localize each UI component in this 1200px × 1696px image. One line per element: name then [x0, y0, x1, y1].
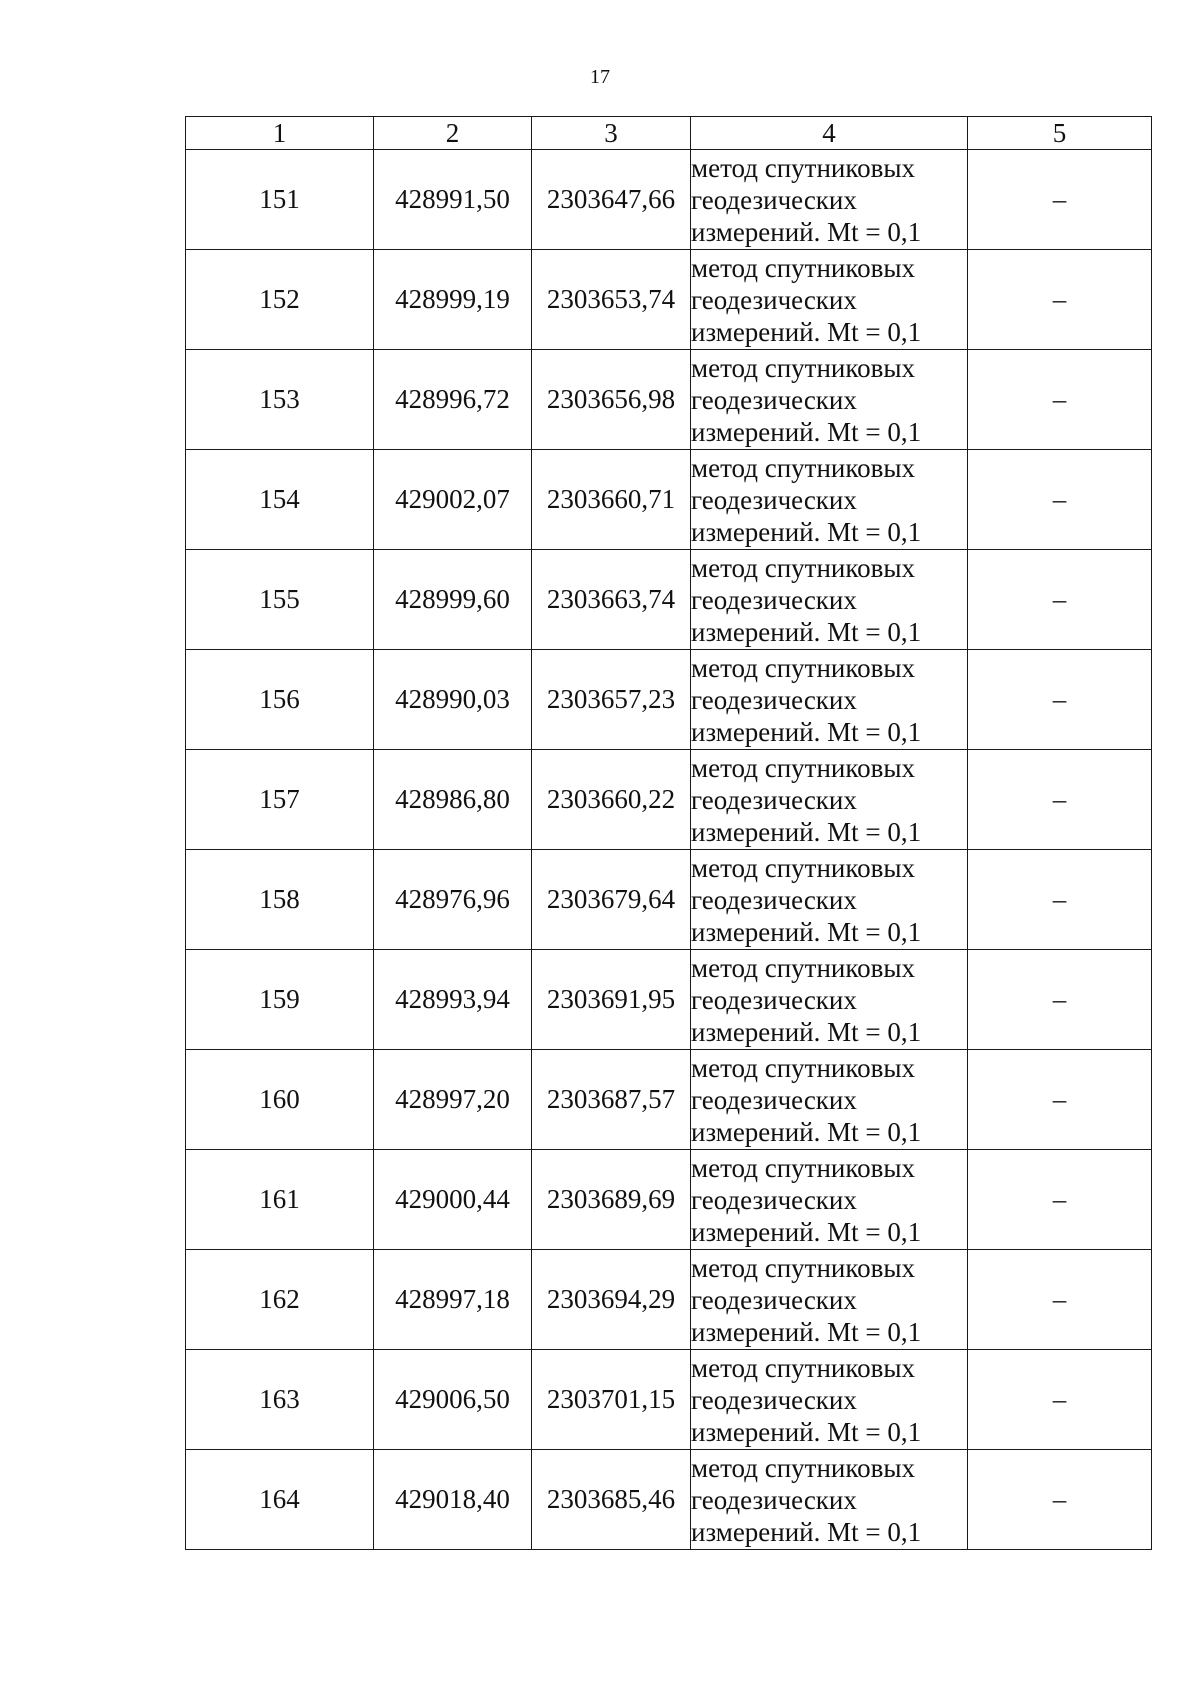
coord-y: 2303656,98 [532, 350, 691, 450]
note-cell: – [968, 1150, 1152, 1250]
point-number: 158 [186, 850, 374, 950]
method-line-2: геодезических [691, 984, 857, 1015]
coord-y: 2303689,69 [532, 1150, 691, 1250]
coord-y: 2303687,57 [532, 1050, 691, 1150]
method-cell [691, 850, 968, 950]
method-line-3: измерений. Mt = 0,1 [691, 916, 922, 947]
point-number: 159 [186, 950, 374, 1050]
method-line-2: геодезических [691, 884, 857, 915]
note-cell: – [968, 750, 1152, 850]
table-row [186, 450, 1152, 550]
header-col-3: 3 [532, 117, 691, 150]
coord-y: 2303660,22 [532, 750, 691, 850]
coord-x: 428990,03 [374, 650, 532, 750]
coord-x: 428996,72 [374, 350, 532, 450]
method-cell [691, 1250, 968, 1350]
table-row [186, 1250, 1152, 1350]
table-row [186, 850, 1152, 950]
method-line-2: геодезических [691, 584, 857, 615]
coord-x: 428976,96 [374, 850, 532, 950]
table-row [186, 550, 1152, 650]
method-line-3: измерений. Mt = 0,1 [691, 316, 922, 347]
coord-x: 428997,18 [374, 1250, 532, 1350]
coord-x: 428999,60 [374, 550, 532, 650]
method-line-2: геодезических [691, 684, 857, 715]
method-line-1: метод спутниковых [691, 1152, 915, 1183]
method-line-2: геодезических [691, 784, 857, 815]
coord-y: 2303653,74 [532, 250, 691, 350]
coord-y: 2303685,46 [532, 1450, 691, 1550]
coordinates-table [185, 116, 1152, 1550]
method-line-2: геодезических [691, 484, 857, 515]
method-line-2: геодезических [691, 1384, 857, 1415]
coord-y: 2303647,66 [532, 150, 691, 250]
method-line-2: геодезических [691, 1084, 857, 1115]
note-cell: – [968, 550, 1152, 650]
method-line-3: измерений. Mt = 0,1 [691, 616, 922, 647]
method-line-3: измерений. Mt = 0,1 [691, 716, 922, 747]
note-cell: – [968, 350, 1152, 450]
note-cell: – [968, 1450, 1152, 1550]
point-number: 163 [186, 1350, 374, 1450]
method-line-3: измерений. Mt = 0,1 [691, 416, 922, 447]
method-line-1: метод спутниковых [691, 1352, 915, 1383]
point-number: 153 [186, 350, 374, 450]
note-cell: – [968, 450, 1152, 550]
method-line-1: метод спутниковых [691, 852, 915, 883]
method-cell [691, 1350, 968, 1450]
method-line-1: метод спутниковых [691, 1452, 915, 1483]
method-cell [691, 1050, 968, 1150]
method-line-3: измерений. Mt = 0,1 [691, 216, 922, 247]
method-line-1: метод спутниковых [691, 752, 915, 783]
table-row [186, 650, 1152, 750]
table-row [186, 1150, 1152, 1250]
coord-y: 2303701,15 [532, 1350, 691, 1450]
method-line-3: измерений. Mt = 0,1 [691, 1216, 922, 1247]
table-body [186, 150, 1152, 1550]
note-cell: – [968, 650, 1152, 750]
method-line-2: геодезических [691, 1184, 857, 1215]
header-row [186, 117, 1152, 150]
method-cell [691, 750, 968, 850]
method-line-1: метод спутниковых [691, 252, 915, 283]
page-number: 17 [590, 66, 610, 88]
coord-x: 429002,07 [374, 450, 532, 550]
table-row [186, 150, 1152, 250]
point-number: 154 [186, 450, 374, 550]
method-line-2: геодезических [691, 184, 857, 215]
method-cell [691, 1450, 968, 1550]
method-line-1: метод спутниковых [691, 152, 915, 183]
coord-x: 429006,50 [374, 1350, 532, 1450]
method-line-1: метод спутниковых [691, 452, 915, 483]
method-line-3: измерений. Mt = 0,1 [691, 1116, 922, 1147]
coord-x: 428999,19 [374, 250, 532, 350]
header-col-1: 1 [186, 117, 374, 150]
method-cell [691, 150, 968, 250]
coord-x: 428986,80 [374, 750, 532, 850]
coord-x: 429000,44 [374, 1150, 532, 1250]
note-cell: – [968, 250, 1152, 350]
coord-x: 428997,20 [374, 1050, 532, 1150]
coord-x: 428993,94 [374, 950, 532, 1050]
point-number: 152 [186, 250, 374, 350]
method-cell [691, 450, 968, 550]
coord-y: 2303694,29 [532, 1250, 691, 1350]
method-line-2: геодезических [691, 1484, 857, 1515]
point-number: 151 [186, 150, 374, 250]
method-line-2: геодезических [691, 1284, 857, 1315]
point-number: 160 [186, 1050, 374, 1150]
note-cell: – [968, 1250, 1152, 1350]
table-row [186, 1350, 1152, 1450]
point-number: 164 [186, 1450, 374, 1550]
table-row [186, 750, 1152, 850]
method-line-1: метод спутниковых [691, 1252, 915, 1283]
point-number: 161 [186, 1150, 374, 1250]
method-cell [691, 1150, 968, 1250]
coord-x: 429018,40 [374, 1450, 532, 1550]
method-line-2: геодезических [691, 284, 857, 315]
header-col-4: 4 [691, 117, 968, 150]
coord-y: 2303679,64 [532, 850, 691, 950]
method-line-3: измерений. Mt = 0,1 [691, 1416, 922, 1447]
point-number: 156 [186, 650, 374, 750]
method-line-1: метод спутниковых [691, 652, 915, 683]
method-line-3: измерений. Mt = 0,1 [691, 516, 922, 547]
table-row [186, 1450, 1152, 1550]
method-line-2: геодезических [691, 384, 857, 415]
method-line-1: метод спутниковых [691, 1052, 915, 1083]
point-number: 162 [186, 1250, 374, 1350]
method-cell [691, 950, 968, 1050]
point-number: 155 [186, 550, 374, 650]
method-line-3: измерений. Mt = 0,1 [691, 1016, 922, 1047]
note-cell: – [968, 950, 1152, 1050]
header-col-5: 5 [968, 117, 1152, 150]
method-cell [691, 550, 968, 650]
table-row [186, 350, 1152, 450]
method-cell [691, 350, 968, 450]
note-cell: – [968, 850, 1152, 950]
method-line-1: метод спутниковых [691, 552, 915, 583]
table-row [186, 950, 1152, 1050]
coord-y: 2303691,95 [532, 950, 691, 1050]
coord-x: 428991,50 [374, 150, 532, 250]
note-cell: – [968, 1050, 1152, 1150]
method-line-3: измерений. Mt = 0,1 [691, 1516, 922, 1547]
method-line-3: измерений. Mt = 0,1 [691, 816, 922, 847]
header-col-2: 2 [374, 117, 532, 150]
method-line-1: метод спутниковых [691, 952, 915, 983]
method-cell [691, 650, 968, 750]
table-header [186, 117, 1152, 150]
method-line-3: измерений. Mt = 0,1 [691, 1316, 922, 1347]
table-row [186, 250, 1152, 350]
table-row [186, 1050, 1152, 1150]
note-cell: – [968, 150, 1152, 250]
coord-y: 2303657,23 [532, 650, 691, 750]
method-cell [691, 250, 968, 350]
note-cell: – [968, 1350, 1152, 1450]
point-number: 157 [186, 750, 374, 850]
method-line-1: метод спутниковых [691, 352, 915, 383]
coord-y: 2303663,74 [532, 550, 691, 650]
coord-y: 2303660,71 [532, 450, 691, 550]
